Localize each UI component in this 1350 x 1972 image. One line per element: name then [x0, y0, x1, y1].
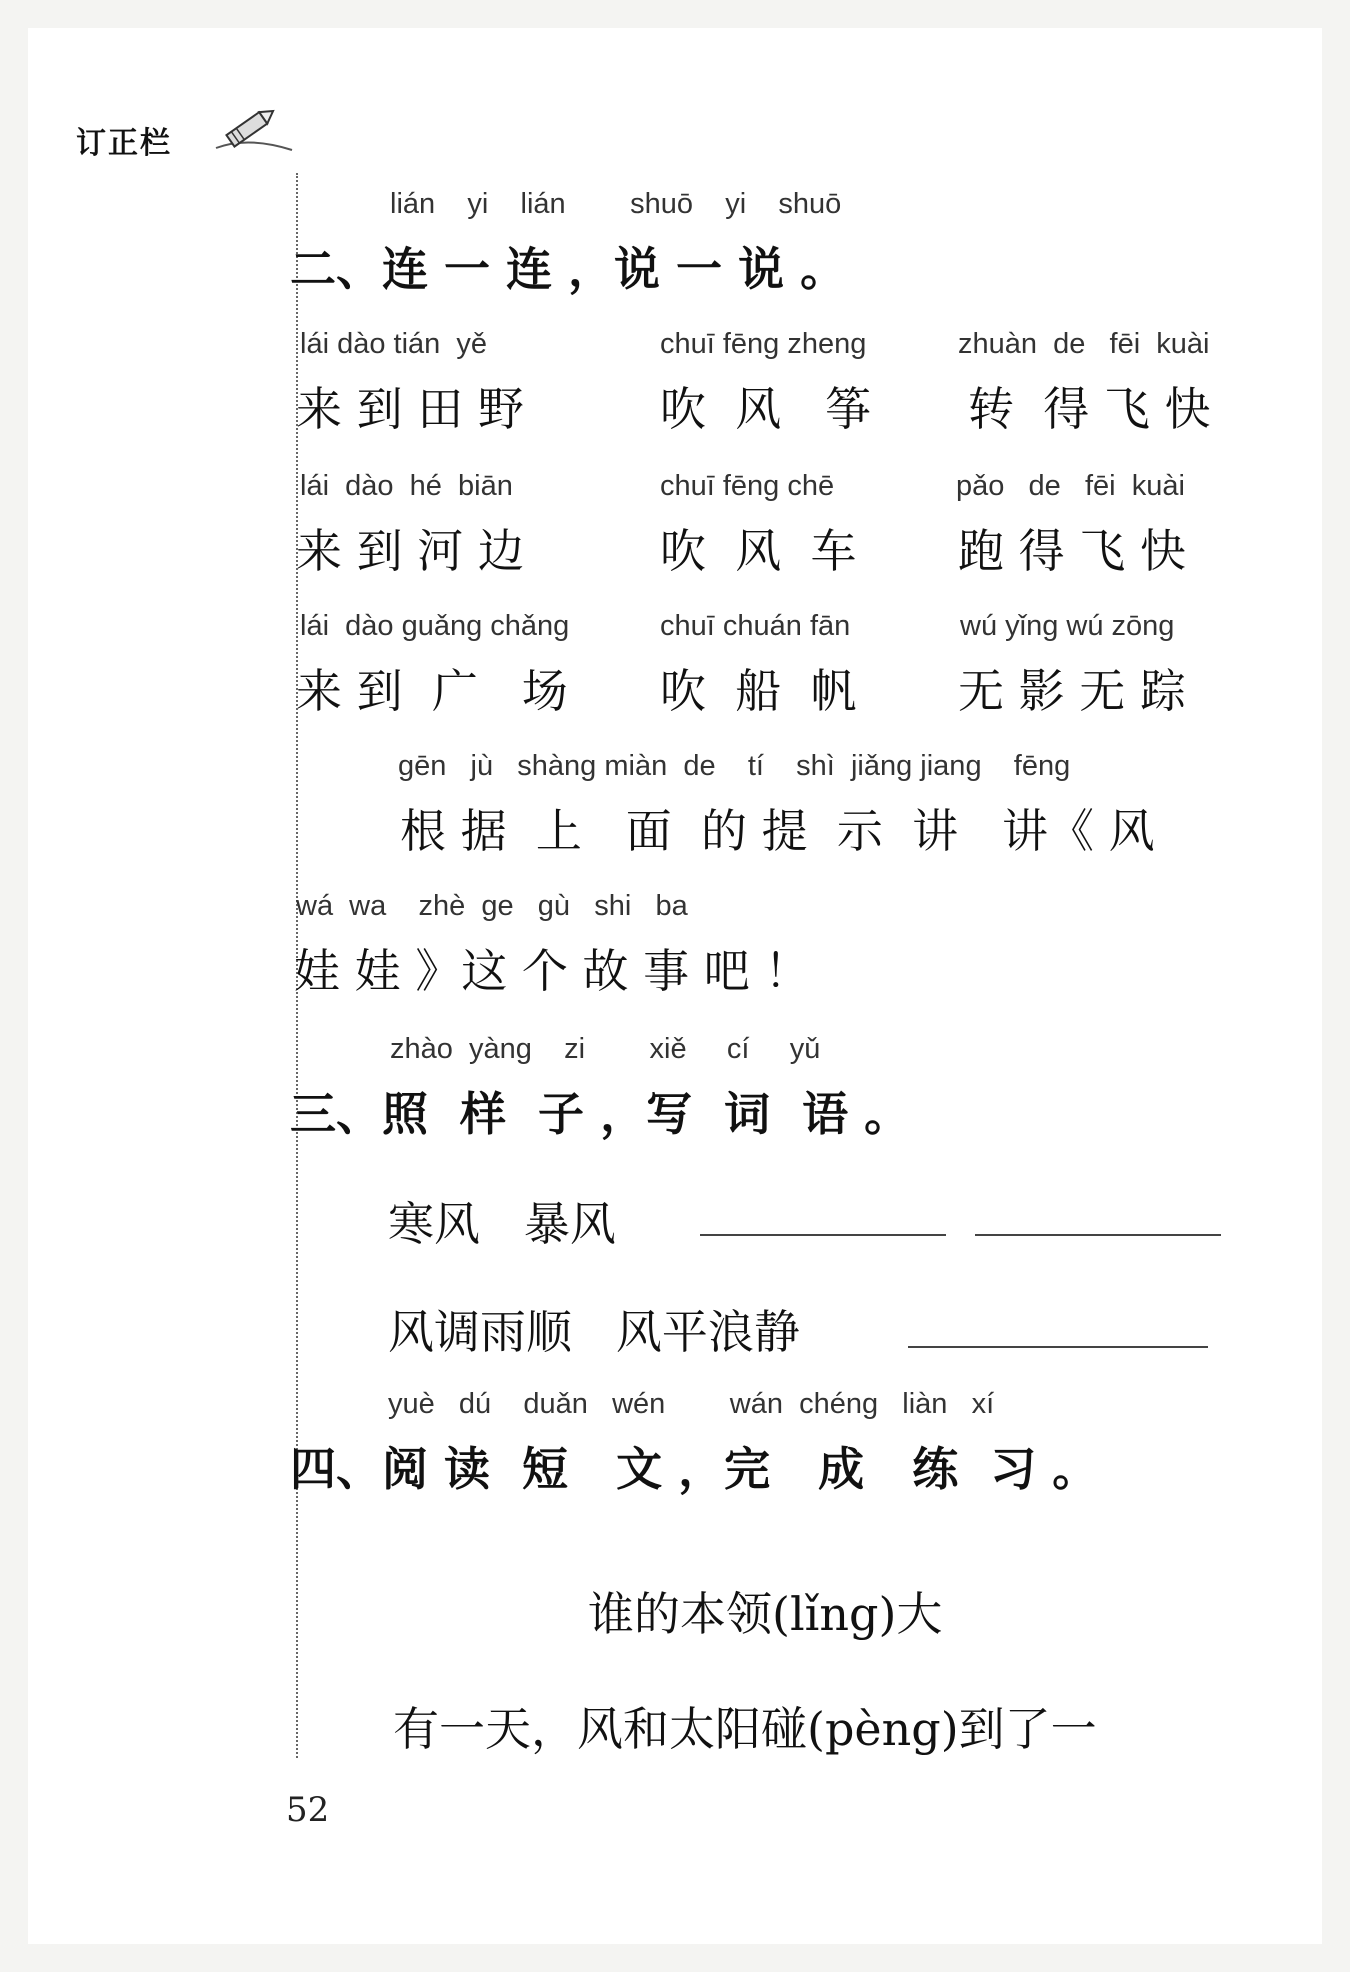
match-col3-row2: 跑 得 飞 快	[958, 524, 1186, 578]
example-words-1: 寒风 暴风	[388, 1197, 616, 1251]
match-col1-row2-pinyin: lái dào hé biān	[300, 470, 513, 502]
match-col3-row1: 转 得 飞 快	[968, 382, 1211, 436]
match-col2-row1-pinyin: chuī fēng zheng	[660, 328, 867, 360]
section4-heading: 四、阅 读 短 文 ，完 成 练 习 。	[290, 1442, 1099, 1496]
answer-blank-3[interactable]	[908, 1346, 1208, 1348]
match-col3-row3: 无 影 无 踪	[958, 664, 1186, 718]
match-col2-row3: 吹 船 帆	[660, 664, 857, 718]
match-col1-row3-pinyin: lái dào guǎng chǎng	[300, 610, 570, 642]
match-col1-row3: 来 到 广 场	[296, 664, 568, 718]
passage-first-line: 有一天，风和太阳碰(pèng)到了一	[393, 1702, 1097, 1756]
match-col3-row1-pinyin: zhuàn de fēi kuài	[958, 328, 1210, 360]
match-col1-row1: 来 到 田 野	[296, 382, 524, 436]
workbook-page	[28, 28, 1322, 1944]
match-col3-row2-pinyin: pǎo de fēi kuài	[956, 470, 1185, 502]
answer-blank-1[interactable]	[700, 1234, 946, 1236]
passage-title: 谁的本领(lǐng)大	[588, 1587, 943, 1641]
prompt-line1-pinyin: gēn jù shàng miàn de tí shì jiǎng jiang fēng	[398, 750, 1071, 782]
pencil-icon	[208, 106, 298, 156]
prompt-line2: 娃 娃 》这 个 故 事 吧 ！	[294, 944, 811, 998]
match-col2-row2: 吹 风 车	[660, 524, 857, 578]
match-col2-row3-pinyin: chuī chuán fān	[660, 610, 851, 642]
match-col3-row3-pinyin: wú yǐng wú zōng	[960, 610, 1175, 642]
example-words-2: 风调雨顺 风平浪静	[388, 1305, 800, 1359]
match-col1-row2: 来 到 河 边	[296, 524, 524, 578]
section2-heading: 二、连 一 连 ，说 一 说 。	[290, 242, 847, 296]
section3-pinyin: zhào yàng zi xiě cí yǔ	[390, 1033, 821, 1065]
answer-blank-2[interactable]	[975, 1234, 1221, 1236]
match-col2-row2-pinyin: chuī fēng chē	[660, 470, 835, 502]
prompt-line1: 根 据 上 面 的 提 示 讲 讲《 风	[400, 804, 1155, 858]
section4-pinyin: yuè dú duǎn wén wán chéng liàn xí	[388, 1388, 995, 1420]
page-number: 52	[286, 1790, 330, 1830]
prompt-line2-pinyin: wá wa zhè ge gù shi ba	[296, 890, 688, 922]
match-col1-row1-pinyin: lái dào tián yě	[300, 328, 488, 360]
section2-pinyin: lián yi lián shuō yi shuō	[390, 188, 842, 220]
match-col2-row1: 吹 风 筝	[660, 382, 872, 436]
section3-heading: 三、照 样 子 ，写 词 语 。	[290, 1087, 911, 1141]
correction-column-label: 订正栏	[76, 126, 172, 161]
